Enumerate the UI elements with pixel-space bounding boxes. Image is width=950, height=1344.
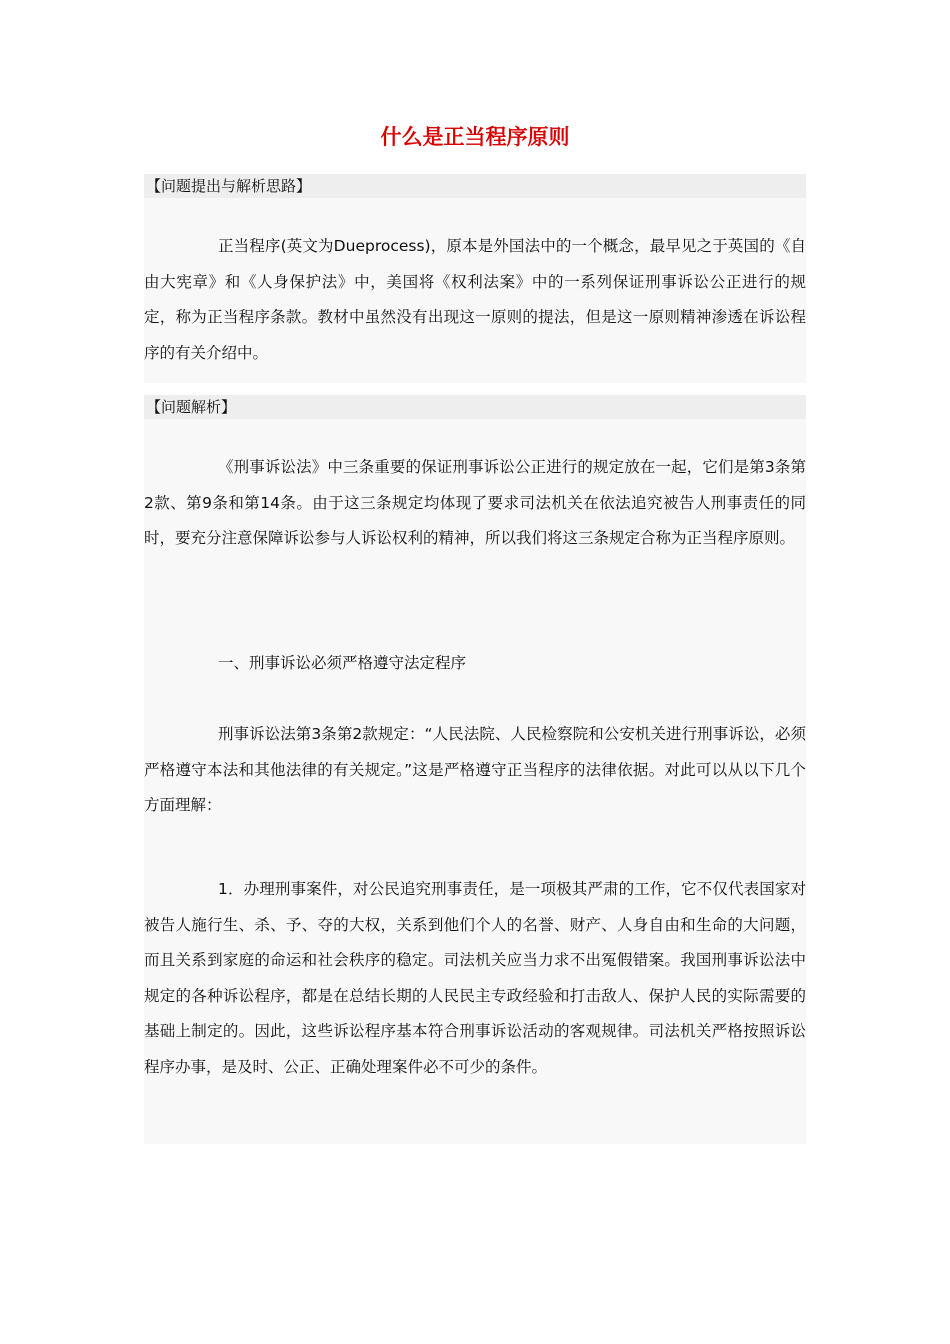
section-header-question: 【问题提出与解析思路】 bbox=[144, 174, 806, 198]
paragraph-point-1: 1．办理刑事案件，对公民追究刑事责任，是一项极其严肃的工作，它不仅代表国家对被告人施行生、杀、予、夺的大权，关系到他们个人的名誉、财产、人身自由和生命的大问题，而且关系到家庭的命运和社会秩序的稳定。司法机关应当力求不出冤假错案。我国刑事诉讼法中规定的各种诉讼程序，都是在总结长期的人民民主专政经验和打击敌人、保护人民的实际需要的基础上制定的。因此，这些诉讼程序基本符合刑事诉讼活动的客观规律。司法机关严格按照诉讼程序办事，是及时、公正、正确处理案件必不可少的条件。 bbox=[144, 880, 806, 1076]
section-header-analysis: 【问题解析】 bbox=[144, 395, 806, 419]
paragraph-three-provisions: 《刑事诉讼法》中三条重要的保证刑事诉讼公正进行的规定放在一起，它们是第3条第2款、第9条和第14条。由于这三条规定均体现了要求司法机关在依法追究被告人刑事责任的同时，要充分注意保障诉讼参与人诉讼权利的精神，所以我们将这三条规定合称为正当程序原则。 bbox=[144, 458, 806, 547]
page-title: 什么是正当程序原则 bbox=[380, 125, 570, 149]
subheading-legal-procedure: 一、刑事诉讼必须严格遵守法定程序 bbox=[218, 654, 467, 672]
paragraph-due-process-intro: 正当程序(英文为Dueprocess)，原本是外国法中的一个概念，最早见之于英国的《自由大宪章》和《人身保护法》中，美国将《权利法案》中的一系列保证刑事诉讼公正进行的规定，称为正当程序条款。教材中虽然没有出现这一原则的提法，但是这一原则精神渗透在诉讼程序的有关介绍中。 bbox=[144, 237, 806, 362]
paragraph-article-3: 刑事诉讼法第3条第2款规定：“人民法院、人民检察院和公安机关进行刑事诉讼，必须严格遵守本法和其他法律的有关规定。”这是严格遵守正当程序的法律依据。对此可以从以下几个方面理解： bbox=[144, 725, 806, 814]
